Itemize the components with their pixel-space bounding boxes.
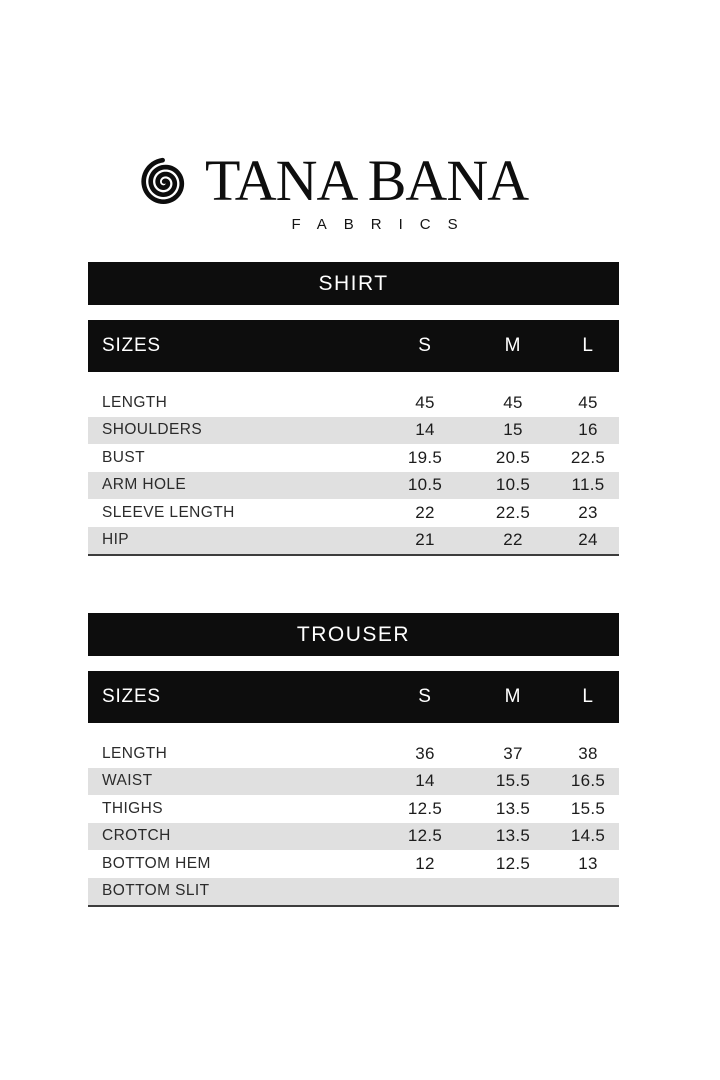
- shirt-table-header: [88, 320, 619, 372]
- row-value: 14: [415, 420, 435, 440]
- row-value: 36: [415, 743, 435, 763]
- row-label: HIP: [102, 531, 130, 549]
- row-value: 21: [415, 530, 435, 550]
- brand-logo: [137, 148, 529, 233]
- row-label: BOTTOM HEM: [102, 854, 211, 872]
- row-value: 45: [415, 392, 435, 412]
- row-value: 13.5: [495, 798, 531, 818]
- row-value: 10.5: [407, 475, 443, 495]
- table-row: [88, 472, 619, 500]
- size-column-m: M: [504, 686, 522, 707]
- row-label: ARM HOLE: [102, 476, 187, 494]
- table-row: [88, 795, 619, 823]
- row-value: 45: [503, 392, 523, 412]
- brand-subtitle: FABRICS: [291, 216, 475, 233]
- size-column-l: L: [582, 686, 594, 707]
- row-value: 22.5: [570, 447, 606, 467]
- trouser-table-rows: [88, 740, 619, 907]
- row-label: THIGHS: [102, 799, 163, 817]
- row-value: 12.5: [407, 798, 443, 818]
- row-value: 22: [415, 502, 435, 522]
- size-column-l: L: [582, 335, 594, 356]
- row-value: 16.5: [570, 771, 606, 791]
- trouser-table-title: TROUSER: [88, 613, 619, 656]
- row-label: CROTCH: [102, 827, 171, 845]
- row-value: 12: [415, 853, 435, 873]
- sizes-header-label: SIZES: [102, 335, 161, 356]
- trouser-size-table: [88, 613, 619, 907]
- table-row: [88, 740, 619, 768]
- row-value: 15.5: [570, 798, 606, 818]
- row-value: 12.5: [407, 826, 443, 846]
- shirt-table-title: SHIRT: [88, 262, 619, 305]
- row-value: 15.5: [495, 771, 531, 791]
- table-row: [88, 444, 619, 472]
- size-column-m: M: [504, 335, 522, 356]
- table-row: [88, 417, 619, 445]
- row-value: 14: [415, 771, 435, 791]
- row-value: 15: [503, 420, 523, 440]
- table-row: [88, 499, 619, 527]
- row-value: 24: [578, 530, 598, 550]
- sizes-header-label: SIZES: [102, 686, 161, 707]
- brand-text: [205, 148, 529, 233]
- spiral-icon: [137, 152, 192, 209]
- row-label: SHOULDERS: [102, 421, 203, 439]
- table-row: [88, 850, 619, 878]
- table-row: [88, 389, 619, 417]
- table-row: [88, 878, 619, 906]
- row-label: BOTTOM SLIT: [102, 882, 210, 900]
- row-label: BUST: [102, 448, 145, 466]
- row-value: 23: [578, 502, 598, 522]
- row-value: 10.5: [495, 475, 531, 495]
- row-value: 16: [578, 420, 598, 440]
- row-label: LENGTH: [102, 393, 168, 411]
- row-value: 37: [503, 743, 523, 763]
- brand-name: TANA BANA: [205, 148, 529, 213]
- row-value: 11.5: [571, 475, 605, 495]
- table-row: [88, 823, 619, 851]
- trouser-table-header: [88, 671, 619, 723]
- shirt-size-table: [88, 262, 619, 556]
- row-value: 13: [578, 853, 598, 873]
- size-column-s: S: [418, 686, 432, 707]
- row-value: 38: [578, 743, 598, 763]
- shirt-table-rows: [88, 389, 619, 556]
- row-value: 14.5: [570, 826, 606, 846]
- row-label: WAIST: [102, 772, 153, 790]
- row-value: 12.5: [495, 853, 531, 873]
- row-label: SLEEVE LENGTH: [102, 503, 235, 521]
- row-label: LENGTH: [102, 744, 168, 762]
- row-value: 20.5: [495, 447, 531, 467]
- row-value: 19.5: [407, 447, 443, 467]
- row-value: 22: [503, 530, 523, 550]
- table-row: [88, 527, 619, 555]
- row-value: 45: [578, 392, 598, 412]
- table-row: [88, 768, 619, 796]
- size-column-s: S: [418, 335, 432, 356]
- row-value: 22.5: [495, 502, 531, 522]
- row-value: 13.5: [495, 826, 531, 846]
